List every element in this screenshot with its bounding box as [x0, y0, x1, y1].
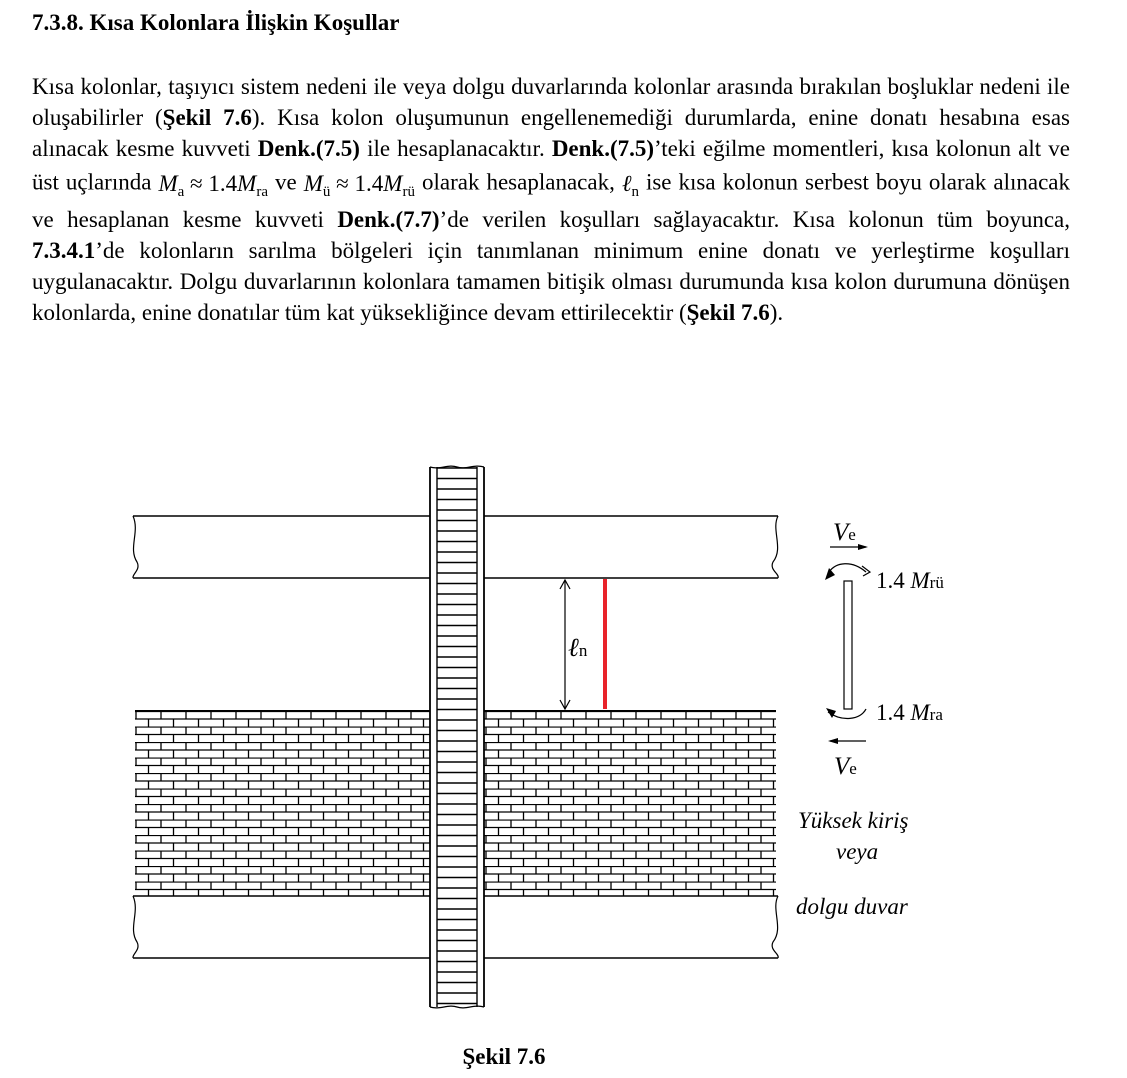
shear-label-top: Ve [833, 519, 856, 546]
equation-reference: Denk.(7.5) [551, 136, 655, 161]
text-run: ’teki eğilme momentleri, kısa kolonun alt ve üst uçlarında [32, 136, 1070, 195]
text-run: ile hesaplanacaktır. [359, 136, 552, 161]
moment-formula-top: $M_ü \approx 1.4M_{rü}$ [303, 171, 415, 200]
ln-label: ℓn [568, 633, 588, 662]
text-run: ). Kısa kolon oluşumunun engellenemediği durumlarda, enine donatı hesabına esas alınacak kesme kuvveti [32, 105, 1071, 161]
text-run: ’de verilen koşulları sağlayacaktır. Kısa kolonun tüm boyunca, [439, 207, 1070, 232]
free-length-symbol: ℓ$_n$ [621, 171, 639, 200]
text-run: Kısa kolonlar, taşıyıcı sistem nedeni ile veya dolgu duvarlarında kolonlar arasında bırakılan boşluklar nedeni ile oluşabilirler ( [32, 74, 1070, 130]
infill-wall-right [484, 711, 776, 896]
moment-label-bottom: 1.4 Mra [876, 700, 943, 725]
shear-label-bottom: Ve [834, 753, 857, 780]
equation-reference: Denk.(7.7) [337, 207, 440, 232]
text-run: ’de kolonların sarılma bölgeleri için tanımlanan minimum enine donatı ve yerleştirme koşulları uygulanacaktır. Dolgu duvarlarının kolonlara tamamen bitişik olması durumunda kısa kolon durumuna dönüşen kolonlarda, enine donatılar tüm kat yüksekliğince devam ettirilecektir ( [32, 238, 1070, 325]
figure-caption: Şekil 7.6 [462, 1044, 546, 1069]
text-run: ve [268, 169, 304, 195]
equation-reference: Denk.(7.5) [257, 136, 360, 161]
text-run: ). [769, 300, 784, 325]
figure-reference: Şekil 7.6 [686, 300, 770, 325]
section-reference: 7.3.4.1 [32, 238, 96, 263]
moment-formula-bottom: $M_a \approx 1.4M_{ra}$ [158, 171, 268, 200]
infill-wall-left [135, 711, 430, 896]
figure-reference: Şekil 7.6 [162, 105, 252, 130]
moment-label-top: 1.4 Mrü [876, 568, 944, 593]
free-length-dimension [560, 580, 588, 709]
text-run: olarak hesaplanacak, [414, 169, 622, 195]
column-with-ties [430, 466, 484, 1008]
legend-line-2: veya [836, 839, 879, 864]
free-body-diagram [825, 544, 870, 744]
text-run: ise kısa kolonun serbest boyu olarak alınacak ve hesaplanan kesme kuvveti [32, 169, 1071, 232]
legend-line-3: dolgu duvar [796, 894, 908, 919]
legend-line-1: Yüksek kiriş [798, 808, 909, 833]
section-heading: 7.3.8. Kısa Kolonlara İlişkin Koşullar [32, 10, 400, 35]
